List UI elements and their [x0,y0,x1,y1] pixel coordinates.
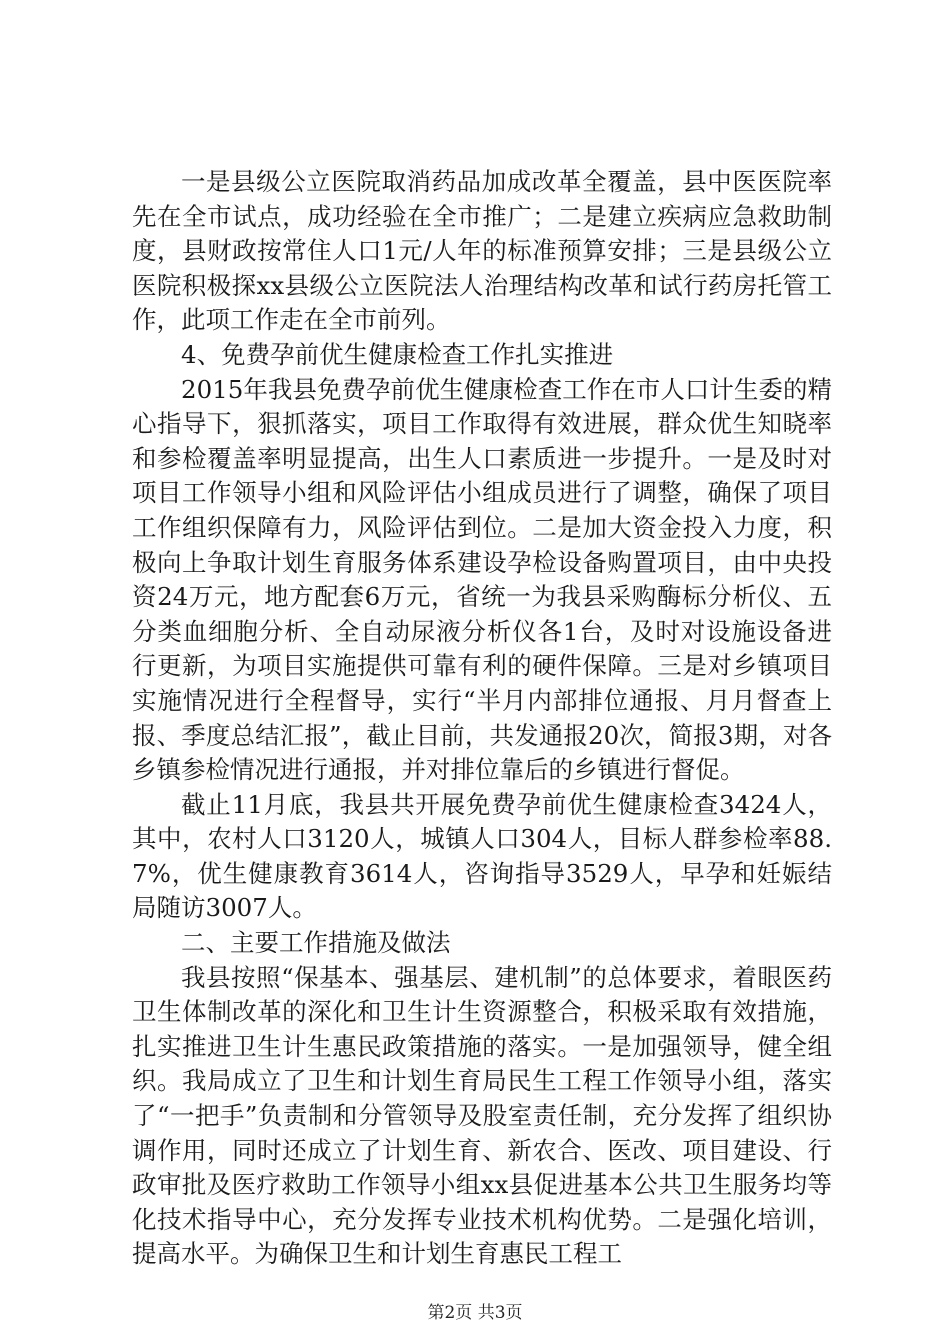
document-body [132,165,832,1272]
paragraph-prenatal-check: 2015年我县免费孕前优生健康检查工作在市人口计生委的精心指导下，狠抓落实，项目工作取得有效进展，群众优生知晓率和参检覆盖率明显提高，出生人口素质进一步提升。一是及时对项目工作领导小组和风险评估小组成员进行了调整，确保了项目工作组织保障有力，风险评估到位。二是加大资金投入力度，积极向上争取计划生育服务体系建设孕检设备购置项目，由中央投资24万元，地方配套6万元，省统一为我县采购酶标分析仪、五分类血细胞分析、全自动尿液分析仪各1台，及时对设施设备进行更新，为项目实施提供可靠有利的硬件保障。三是对乡镇项目实施情况进行全程督导，实行“半月内部排位通报、月月督查上报、季度总结汇报”，截止目前，共发通报20次，简报3期，对各乡镇参检情况进行通报，并对排位靠后的乡镇进行督促。 [132,374,832,785]
section-heading-prenatal-check: 4、免费孕前优生健康检查工作扎实推进 [181,339,614,369]
page-footer: 第2页 共3页 [427,1303,523,1323]
section-heading-measures: 二、主要工作措施及做法 [181,928,451,958]
paragraph-statistics: 截止11月底，我县共开展免费孕前优生健康检查3424人，其中，农村人口3120人，城镇人口304人，目标人群参检率88.7%，优生健康教育3614人，咨询指导3529人，早孕和妊娠结局随访3007人。 [132,789,832,923]
paragraph-measures: 我县按照“保基本、强基层、建机制”的总体要求，着眼医药卫生体制改革的深化和卫生计生资源整合，积极采取有效措施，扎实推进卫生计生惠民政策措施的落实。一是加强领导，健全组织。我局成立了卫生和计划生育局民生工程工作领导小组，落实了“一把手”负责制和分管领导及股室责任制，充分发挥了组织协调作用，同时还成立了计划生育、新农合、医改、项目建设、行政审批及医疗救助工作领导小组xx县促进基本公共卫生服务均等化技术指导中心，充分发挥专业技术机构优势。二是强化培训，提高水平。为确保卫生和计划生育惠民工程工 [132,962,832,1269]
paragraph-reform: 一是县级公立医院取消药品加成改革全覆盖，县中医医院率先在全市试点，成功经验在全市推广；二是建立疾病应急救助制度，县财政按常住人口1元/人年的标准预算安排；三是县级公立医院积极探xx县级公立医院法人治理结构改革和试行药房托管工作，此项工作走在全市前列。 [132,167,832,335]
